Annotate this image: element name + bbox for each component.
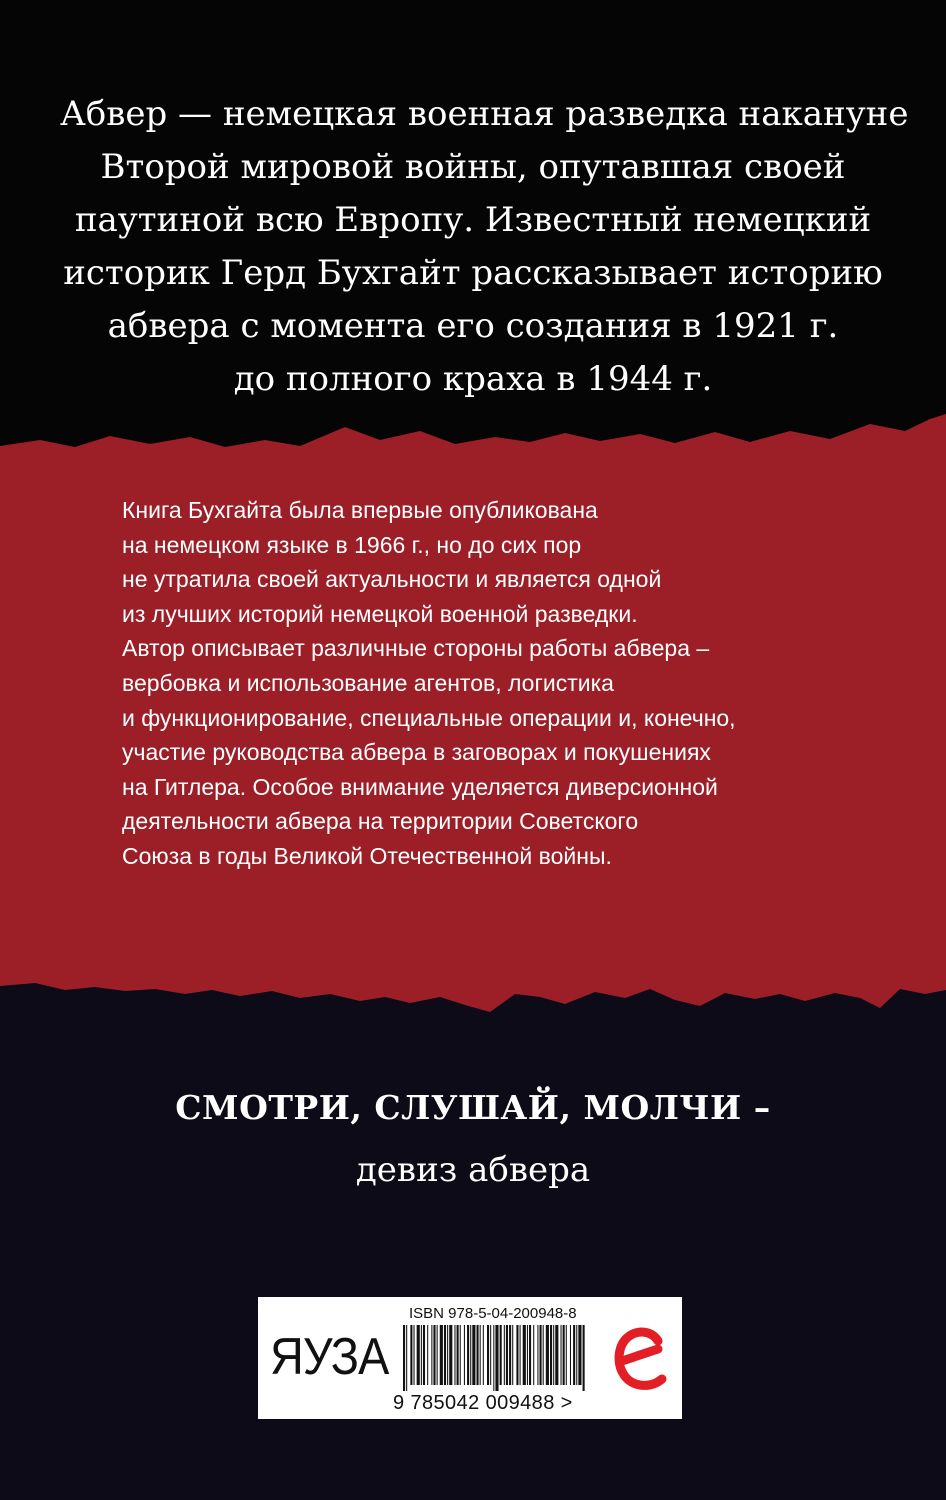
description-line: участие руководства абвера в заговорах и покушениях <box>122 739 711 766</box>
barcode-bar <box>570 1325 571 1385</box>
intro-line: историк Герд Бухгайт рассказывает историю <box>63 253 883 293</box>
barcode-bar <box>533 1325 534 1385</box>
barcode-bar <box>467 1325 469 1385</box>
barcode-bar <box>540 1325 542 1385</box>
barcode-bar <box>563 1325 565 1385</box>
barcode-bar <box>504 1325 505 1385</box>
barcode-bar <box>555 1325 558 1385</box>
barcode-bar <box>495 1325 498 1391</box>
barcode-bar <box>437 1325 438 1385</box>
description-line: на немецком языке в 1966 г., но до сих пор <box>122 531 582 558</box>
barcode-bar <box>449 1325 452 1385</box>
barcode-bar <box>520 1325 521 1385</box>
barcode-bar <box>477 1325 479 1385</box>
eksmo-e-icon <box>608 1319 672 1399</box>
barcode-bar <box>516 1325 518 1385</box>
barcode-bar <box>470 1325 471 1385</box>
barcode-bar <box>457 1325 459 1385</box>
barcode-bar <box>447 1325 448 1385</box>
barcode-bar <box>490 1325 491 1385</box>
barcode <box>401 1325 587 1391</box>
description-paragraph <box>122 493 852 874</box>
barcode-bar <box>583 1325 585 1391</box>
intro-paragraph <box>60 88 909 406</box>
barcode-bar <box>576 1325 577 1385</box>
barcode-bar <box>431 1325 432 1385</box>
barcode-bar <box>423 1325 425 1385</box>
ean-digits: 9 785042 009488 > <box>393 1392 573 1414</box>
barcode-panel <box>258 1297 682 1419</box>
barcode-bar <box>550 1325 552 1385</box>
barcode-bar <box>566 1325 567 1385</box>
barcode-bar <box>500 1325 502 1385</box>
barcode-bar <box>512 1325 513 1385</box>
description-line: из лучших историй немецкой военной разведки. <box>122 600 638 627</box>
barcode-bar <box>472 1325 475 1385</box>
barcode-bar <box>506 1325 508 1385</box>
isbn-label: ISBN 978-5-04-200948-8 <box>409 1305 577 1322</box>
description-line: вербовка и использование агентов, логистика <box>122 669 614 696</box>
barcode-bar <box>444 1325 446 1385</box>
barcode-bar <box>561 1325 562 1385</box>
barcode-bar <box>414 1325 415 1385</box>
barcode-bar <box>460 1325 461 1385</box>
yauza-logo: ЯУЗА <box>270 1328 389 1386</box>
description-line: Союза в годы Великой Отечественной войны. <box>122 842 612 869</box>
barcode-bar <box>464 1325 465 1385</box>
barcode-bar <box>546 1325 549 1385</box>
barcode-bar <box>483 1325 484 1385</box>
barcode-bar <box>433 1325 435 1385</box>
barcode-bar <box>480 1325 481 1385</box>
motto-subtitle: девиз абвера <box>355 1150 591 1190</box>
barcode-bar <box>403 1325 405 1391</box>
barcode-bar <box>543 1325 544 1385</box>
description-line: деятельности абвера на территории Советского <box>122 808 639 835</box>
barcode-bar <box>573 1325 575 1385</box>
barcode-bar <box>537 1325 538 1385</box>
barcode-bar <box>523 1325 526 1385</box>
intro-line: до полного краха в 1944 г. <box>233 359 713 399</box>
barcode-bar <box>527 1325 528 1385</box>
description-line: не утратила своей актуальности и является одной <box>122 566 662 593</box>
barcode-bar <box>440 1325 443 1385</box>
barcode-bar <box>509 1325 511 1385</box>
barcode-bar <box>553 1325 554 1385</box>
barcode-bar <box>529 1325 531 1385</box>
intro-line: абвера с момента его создания в 1921 г. <box>107 306 839 346</box>
barcode-bar <box>454 1325 455 1385</box>
description-line: и функционирование, специальные операции и, конечно, <box>122 704 736 731</box>
barcode-bar <box>417 1325 420 1385</box>
barcode-bar <box>421 1325 422 1385</box>
barcode-bar <box>487 1325 489 1385</box>
intro-line: Абвер — немецкая военная разведка накануне <box>60 94 909 134</box>
barcode-bar <box>493 1325 494 1391</box>
barcode-bar <box>578 1325 581 1385</box>
description-line: Книга Бухгайта была впервые опубликована <box>122 497 598 523</box>
description-line: на Гитлера. Особое внимание уделяется диверсионной <box>122 773 718 800</box>
barcode-bar <box>427 1325 428 1385</box>
motto-title: СМОТРИ, СЛУШАЙ, МОЛЧИ – <box>175 1088 771 1127</box>
description-line: Автор описывает различные стороны работы абвера – <box>122 635 710 662</box>
intro-line: Второй мировой войны, опутавшая своей <box>100 147 846 187</box>
intro-line: паутиной всю Европу. Известный немецкий <box>74 200 872 240</box>
barcode-bar <box>410 1325 412 1385</box>
barcode-bar <box>406 1325 407 1391</box>
